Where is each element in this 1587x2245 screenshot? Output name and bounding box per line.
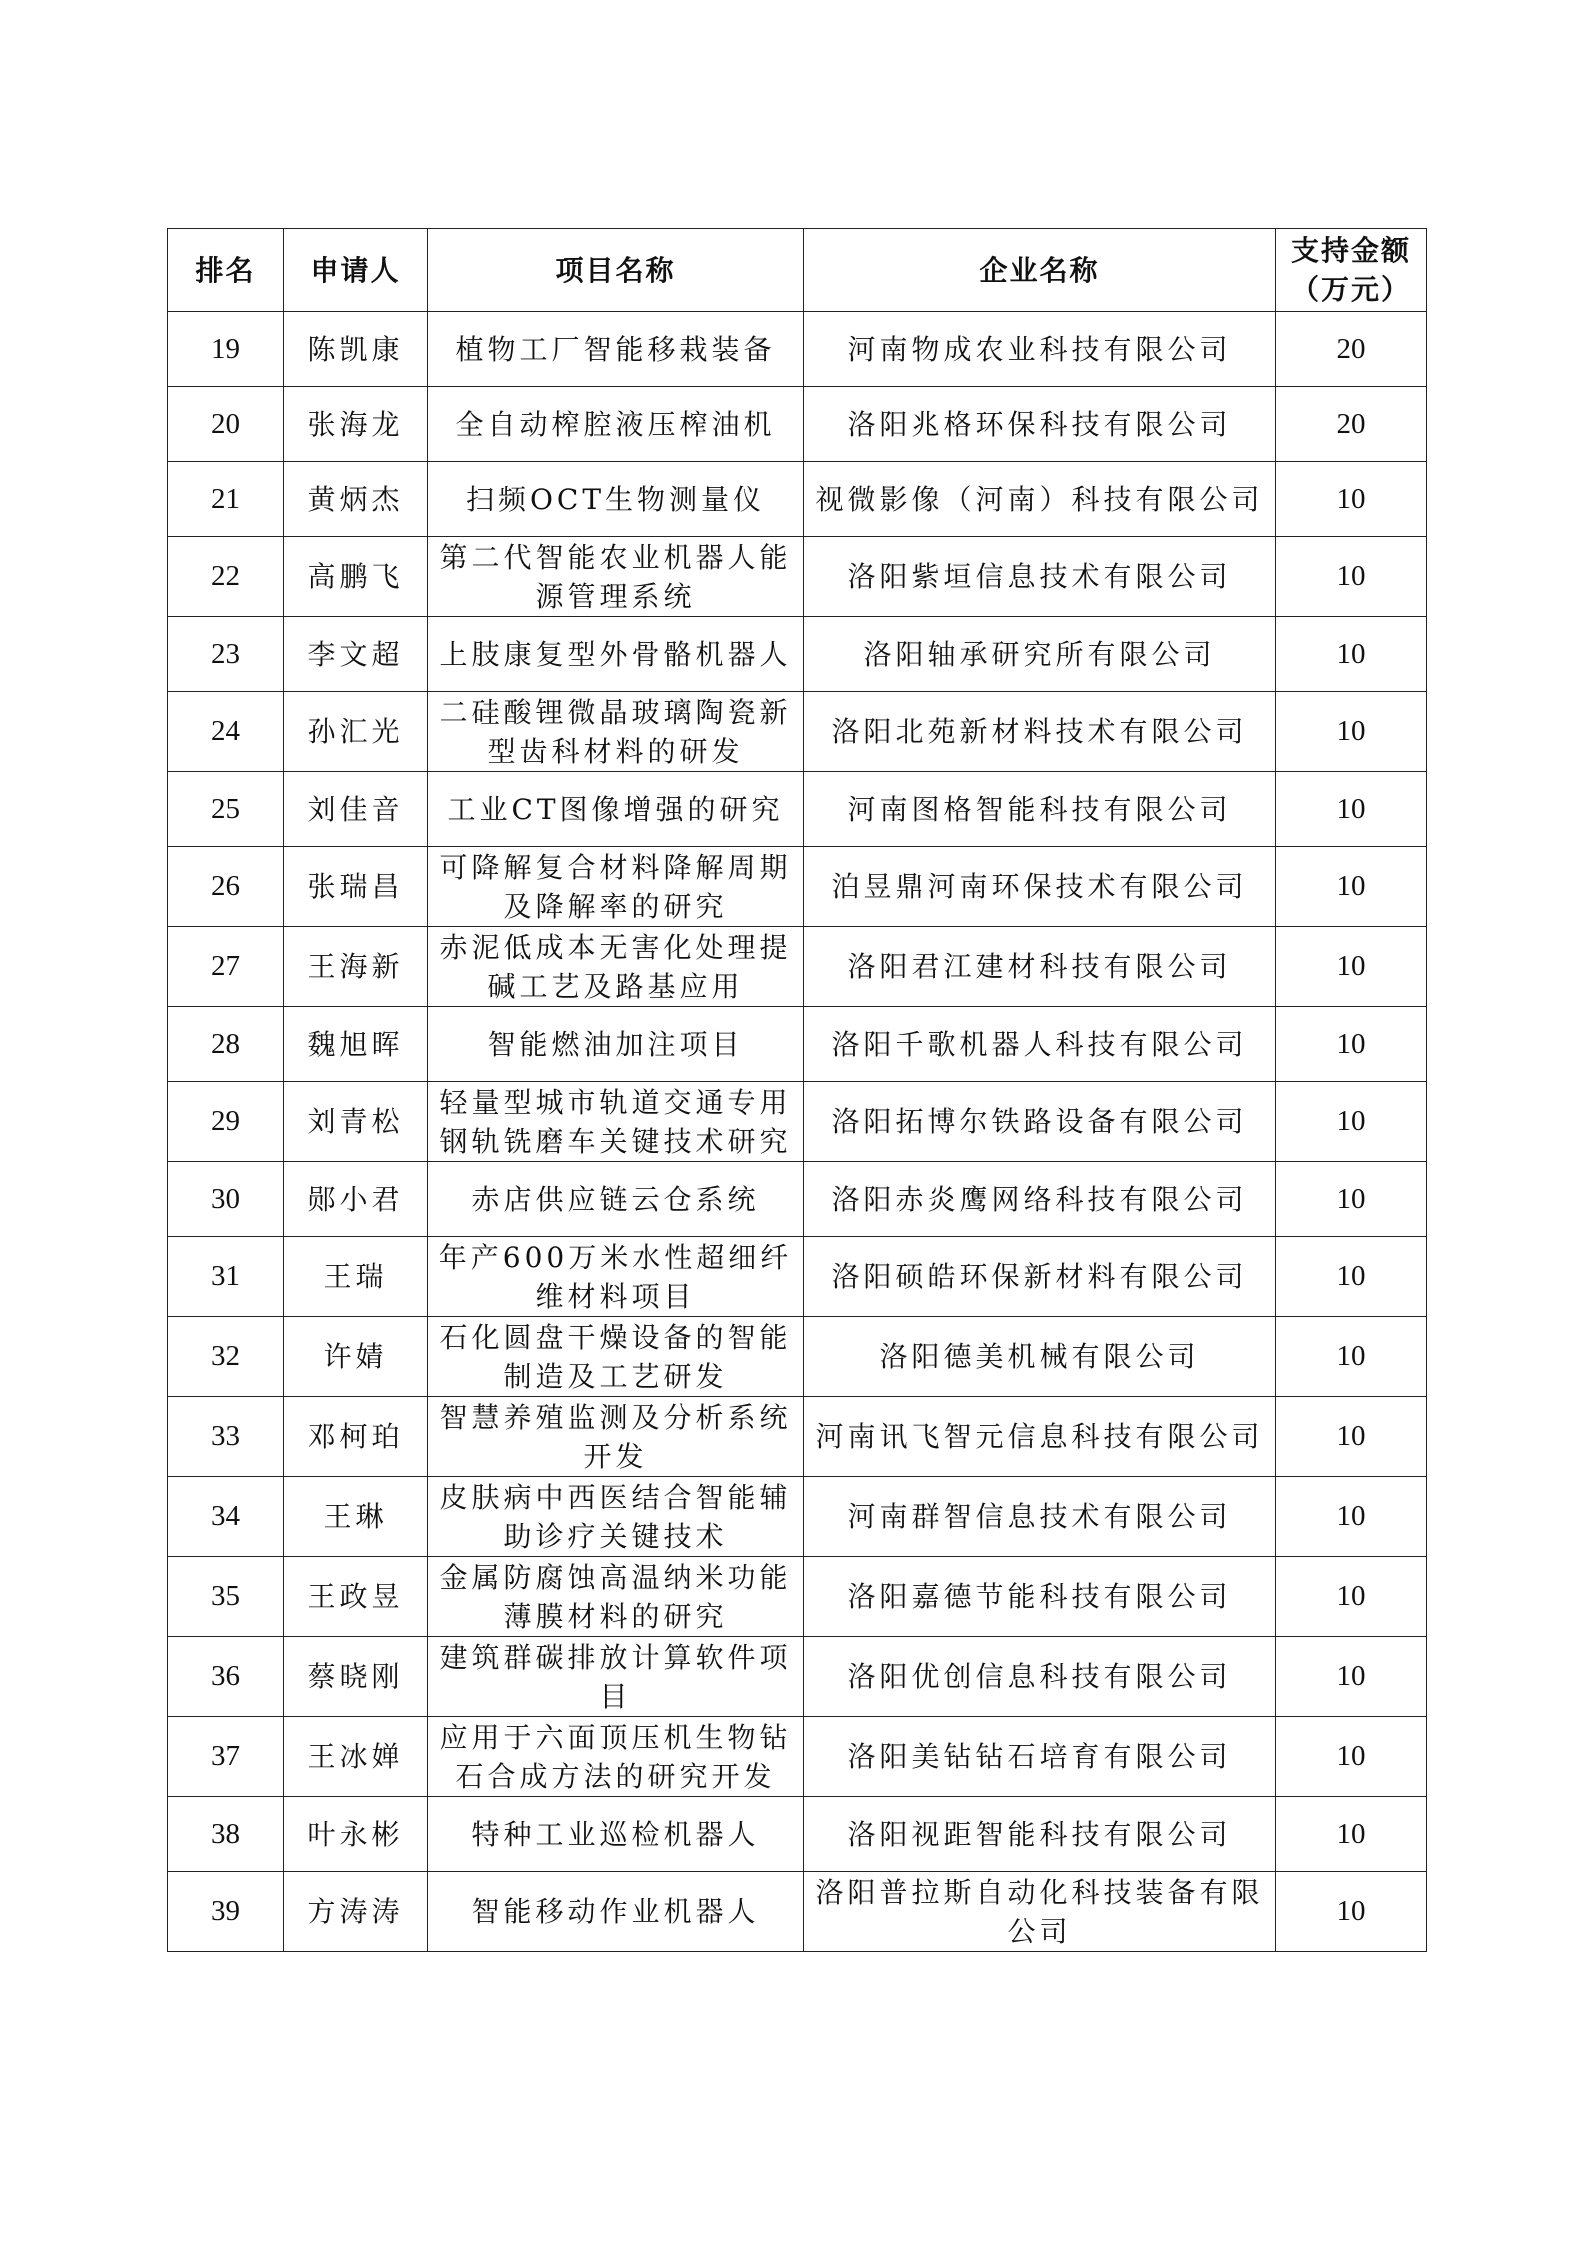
table-row xyxy=(168,1237,1427,1317)
cell-rank: 19 xyxy=(168,312,284,387)
cell-amount: 10 xyxy=(1276,772,1427,847)
cell-amount: 10 xyxy=(1276,1317,1427,1397)
cell-amount: 20 xyxy=(1276,387,1427,462)
cell-project: 上肢康复型外骨骼机器人 xyxy=(428,617,804,692)
cell-rank: 38 xyxy=(168,1797,284,1872)
cell-applicant: 陈凯康 xyxy=(284,312,428,387)
cell-rank: 21 xyxy=(168,462,284,537)
cell-amount: 10 xyxy=(1276,1797,1427,1872)
cell-amount: 10 xyxy=(1276,617,1427,692)
cell-project: 二硅酸锂微晶玻璃陶瓷新型齿科材料的研发 xyxy=(428,692,804,772)
cell-amount: 10 xyxy=(1276,692,1427,772)
cell-project: 第二代智能农业机器人能源管理系统 xyxy=(428,537,804,617)
cell-company: 泊昱鼎河南环保技术有限公司 xyxy=(804,847,1276,927)
cell-company: 河南讯飞智元信息科技有限公司 xyxy=(804,1397,1276,1477)
cell-project: 智能燃油加注项目 xyxy=(428,1007,804,1082)
cell-company: 洛阳轴承研究所有限公司 xyxy=(804,617,1276,692)
cell-project: 轻量型城市轨道交通专用钢轨铣磨车关键技术研究 xyxy=(428,1082,804,1162)
cell-rank: 30 xyxy=(168,1162,284,1237)
header-company: 企业名称 xyxy=(804,229,1276,312)
cell-project: 皮肤病中西医结合智能辅助诊疗关键技术 xyxy=(428,1477,804,1557)
cell-rank: 33 xyxy=(168,1397,284,1477)
cell-applicant: 蔡晓刚 xyxy=(284,1637,428,1717)
cell-project: 扫频OCT生物测量仪 xyxy=(428,462,804,537)
cell-applicant: 叶永彬 xyxy=(284,1797,428,1872)
cell-applicant: 郧小君 xyxy=(284,1162,428,1237)
table-header xyxy=(168,229,1427,312)
cell-rank: 20 xyxy=(168,387,284,462)
cell-rank: 28 xyxy=(168,1007,284,1082)
cell-company: 洛阳美钻钻石培育有限公司 xyxy=(804,1717,1276,1797)
cell-amount: 10 xyxy=(1276,927,1427,1007)
cell-applicant: 张海龙 xyxy=(284,387,428,462)
cell-applicant: 张瑞昌 xyxy=(284,847,428,927)
cell-amount: 10 xyxy=(1276,1557,1427,1637)
table-row xyxy=(168,1872,1427,1952)
cell-company: 洛阳硕皓环保新材料有限公司 xyxy=(804,1237,1276,1317)
cell-company: 洛阳视距智能科技有限公司 xyxy=(804,1797,1276,1872)
cell-company: 洛阳普拉斯自动化科技装备有限公司 xyxy=(804,1872,1276,1952)
cell-amount: 10 xyxy=(1276,1162,1427,1237)
cell-applicant: 魏旭晖 xyxy=(284,1007,428,1082)
cell-company: 洛阳北苑新材料技术有限公司 xyxy=(804,692,1276,772)
cell-company: 河南图格智能科技有限公司 xyxy=(804,772,1276,847)
cell-project: 特种工业巡检机器人 xyxy=(428,1797,804,1872)
cell-amount: 10 xyxy=(1276,1237,1427,1317)
cell-project: 智能移动作业机器人 xyxy=(428,1872,804,1952)
header-amount-line2: （万元） xyxy=(1290,273,1411,306)
cell-amount: 10 xyxy=(1276,1477,1427,1557)
table-row xyxy=(168,847,1427,927)
cell-project: 石化圆盘干燥设备的智能制造及工艺研发 xyxy=(428,1317,804,1397)
header-amount-line1: 支持金额 xyxy=(1290,234,1411,267)
cell-company: 洛阳千歌机器人科技有限公司 xyxy=(804,1007,1276,1082)
cell-company: 洛阳德美机械有限公司 xyxy=(804,1317,1276,1397)
table-row xyxy=(168,462,1427,537)
cell-applicant: 王琳 xyxy=(284,1477,428,1557)
table-row xyxy=(168,772,1427,847)
cell-amount: 10 xyxy=(1276,1872,1427,1952)
table-row xyxy=(168,1717,1427,1797)
table-row xyxy=(168,1477,1427,1557)
table-row xyxy=(168,1317,1427,1397)
cell-rank: 35 xyxy=(168,1557,284,1637)
table-row xyxy=(168,617,1427,692)
header-row xyxy=(168,229,1427,312)
table-row xyxy=(168,1007,1427,1082)
cell-rank: 36 xyxy=(168,1637,284,1717)
cell-amount: 10 xyxy=(1276,537,1427,617)
table-row xyxy=(168,927,1427,1007)
table-row xyxy=(168,1797,1427,1872)
cell-rank: 24 xyxy=(168,692,284,772)
table-row xyxy=(168,1557,1427,1637)
cell-applicant: 刘佳音 xyxy=(284,772,428,847)
cell-applicant: 高鹏飞 xyxy=(284,537,428,617)
cell-rank: 32 xyxy=(168,1317,284,1397)
cell-project: 工业CT图像增强的研究 xyxy=(428,772,804,847)
cell-amount: 10 xyxy=(1276,1082,1427,1162)
cell-applicant: 邓柯珀 xyxy=(284,1397,428,1477)
table-row xyxy=(168,1397,1427,1477)
cell-rank: 23 xyxy=(168,617,284,692)
table-body xyxy=(168,312,1427,1952)
cell-rank: 39 xyxy=(168,1872,284,1952)
cell-company: 河南群智信息技术有限公司 xyxy=(804,1477,1276,1557)
table-row xyxy=(168,1162,1427,1237)
table-row xyxy=(168,692,1427,772)
cell-company: 洛阳紫垣信息技术有限公司 xyxy=(804,537,1276,617)
cell-project: 金属防腐蚀高温纳米功能薄膜材料的研究 xyxy=(428,1557,804,1637)
cell-company: 洛阳优创信息科技有限公司 xyxy=(804,1637,1276,1717)
cell-company: 视微影像（河南）科技有限公司 xyxy=(804,462,1276,537)
cell-rank: 26 xyxy=(168,847,284,927)
cell-applicant: 王政昱 xyxy=(284,1557,428,1637)
cell-rank: 25 xyxy=(168,772,284,847)
cell-company: 洛阳兆格环保科技有限公司 xyxy=(804,387,1276,462)
cell-project: 全自动榨腔液压榨油机 xyxy=(428,387,804,462)
cell-rank: 27 xyxy=(168,927,284,1007)
cell-rank: 31 xyxy=(168,1237,284,1317)
cell-project: 智慧养殖监测及分析系统开发 xyxy=(428,1397,804,1477)
header-amount xyxy=(1276,229,1427,312)
cell-project: 赤店供应链云仓系统 xyxy=(428,1162,804,1237)
cell-project: 可降解复合材料降解周期及降解率的研究 xyxy=(428,847,804,927)
table-row xyxy=(168,537,1427,617)
cell-amount: 10 xyxy=(1276,1717,1427,1797)
header-applicant: 申请人 xyxy=(284,229,428,312)
cell-company: 洛阳赤炎鹰网络科技有限公司 xyxy=(804,1162,1276,1237)
cell-rank: 34 xyxy=(168,1477,284,1557)
header-rank: 排名 xyxy=(168,229,284,312)
cell-rank: 22 xyxy=(168,537,284,617)
cell-applicant: 黄炳杰 xyxy=(284,462,428,537)
cell-company: 洛阳嘉德节能科技有限公司 xyxy=(804,1557,1276,1637)
cell-project: 植物工厂智能移栽装备 xyxy=(428,312,804,387)
cell-applicant: 刘青松 xyxy=(284,1082,428,1162)
table-row xyxy=(168,312,1427,387)
cell-amount: 20 xyxy=(1276,312,1427,387)
cell-company: 河南物成农业科技有限公司 xyxy=(804,312,1276,387)
cell-applicant: 李文超 xyxy=(284,617,428,692)
cell-project: 建筑群碳排放计算软件项目 xyxy=(428,1637,804,1717)
cell-amount: 10 xyxy=(1276,462,1427,537)
cell-applicant: 王海新 xyxy=(284,927,428,1007)
cell-rank: 29 xyxy=(168,1082,284,1162)
table-row xyxy=(168,387,1427,462)
cell-company: 洛阳拓博尔铁路设备有限公司 xyxy=(804,1082,1276,1162)
table-row xyxy=(168,1082,1427,1162)
cell-amount: 10 xyxy=(1276,1007,1427,1082)
cell-applicant: 王瑞 xyxy=(284,1237,428,1317)
cell-company: 洛阳君江建材科技有限公司 xyxy=(804,927,1276,1007)
cell-applicant: 许婧 xyxy=(284,1317,428,1397)
cell-project: 年产600万米水性超细纤维材料项目 xyxy=(428,1237,804,1317)
cell-applicant: 孙汇光 xyxy=(284,692,428,772)
cell-applicant: 方涛涛 xyxy=(284,1872,428,1952)
cell-project: 赤泥低成本无害化处理提碱工艺及路基应用 xyxy=(428,927,804,1007)
cell-amount: 10 xyxy=(1276,847,1427,927)
cell-amount: 10 xyxy=(1276,1397,1427,1477)
cell-applicant: 王冰婵 xyxy=(284,1717,428,1797)
table-row xyxy=(168,1637,1427,1717)
funding-table xyxy=(167,228,1427,1952)
cell-rank: 37 xyxy=(168,1717,284,1797)
cell-amount: 10 xyxy=(1276,1637,1427,1717)
cell-project: 应用于六面顶压机生物钻石合成方法的研究开发 xyxy=(428,1717,804,1797)
header-project: 项目名称 xyxy=(428,229,804,312)
